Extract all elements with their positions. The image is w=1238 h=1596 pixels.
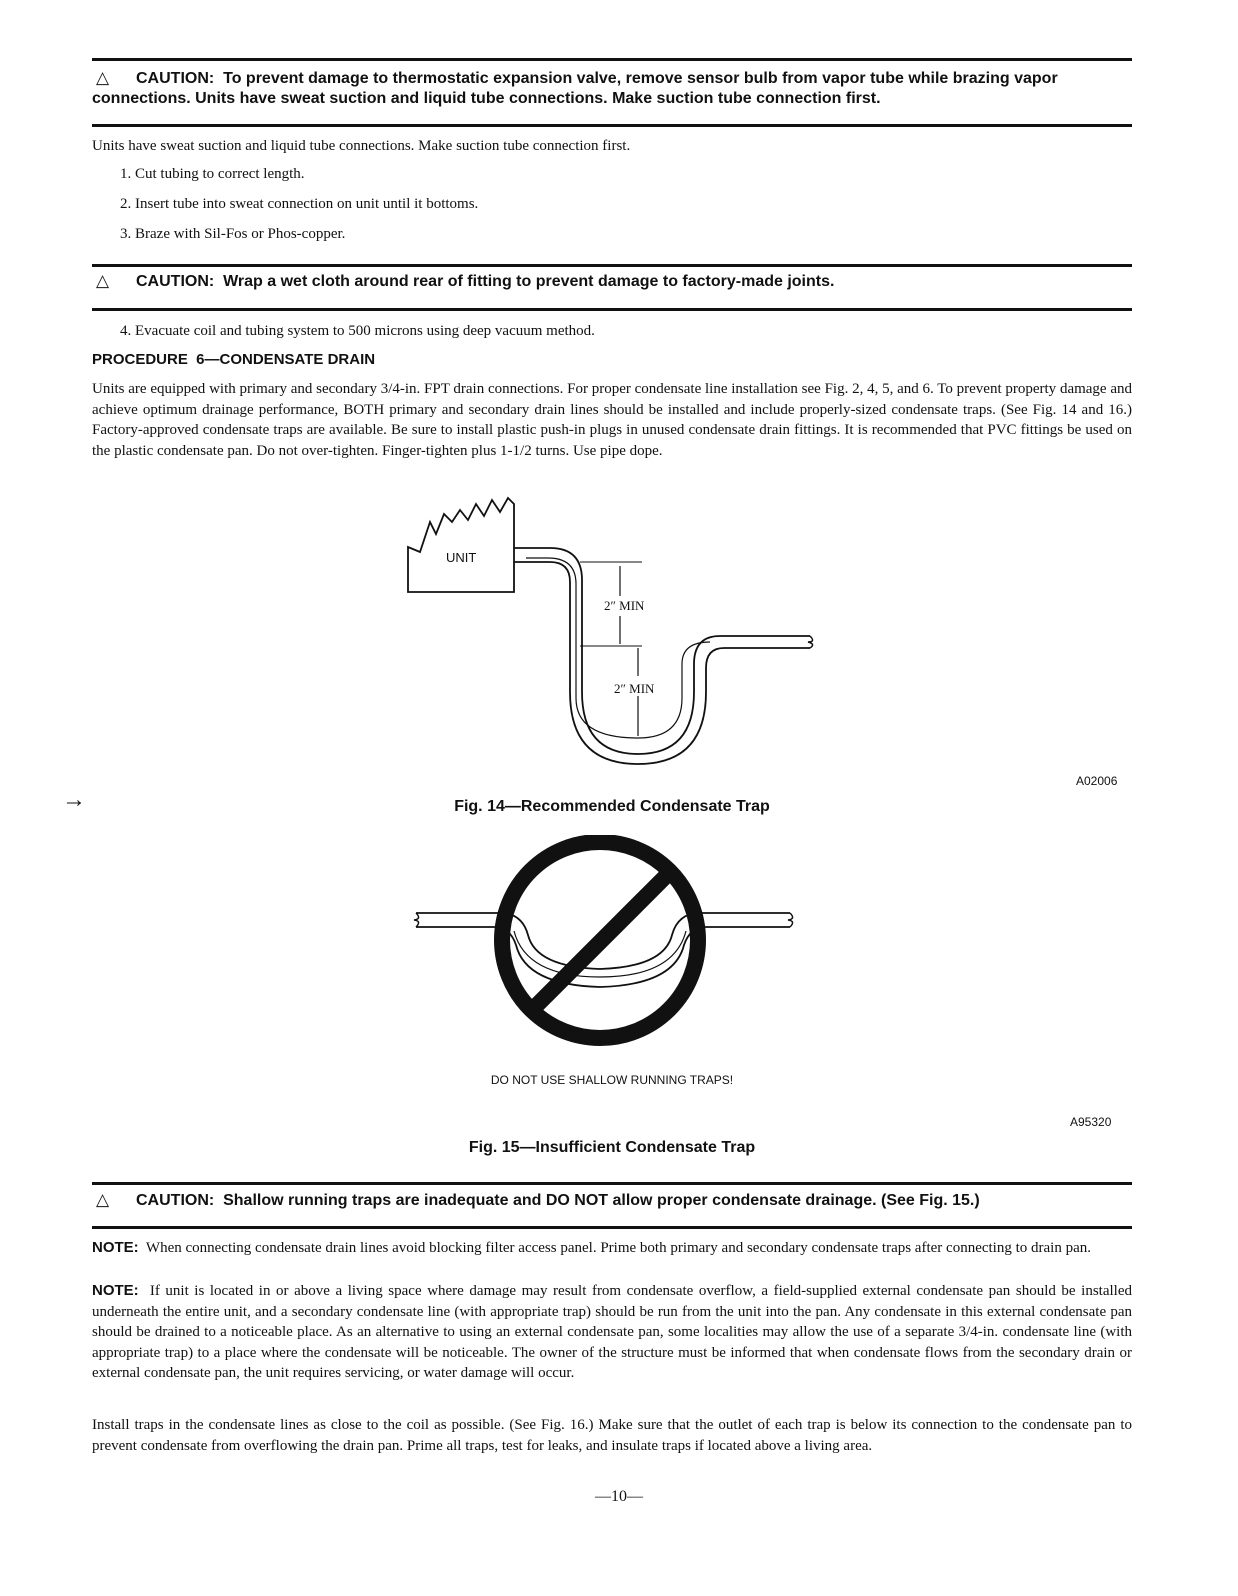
fig-14-diagram: [380, 492, 840, 782]
caution-1-text: To prevent damage to thermostatic expansion valve, remove sensor bulb from vapor tube while brazing vapor connections. Units have sweat suction and liquid tube connections. Make suction tube connection first.: [92, 70, 1058, 107]
caution-3-top-rule: [92, 1182, 1132, 1185]
procedure-text: Units are equipped with primary and secondary 3/4-in. FPT drain connections. For proper condensate line installation see Fig. 2, 4, 5, and 6. To prevent property damage and achieve optimum drainage performance, BOTH primary and secondary drain lines should be installed and include properly-sized condensate traps. (See Fig. 14 and 16.) Factory-approved condensate traps are available. Be sure to install plastic push-in plugs in unused condensate drain fittings. It is recommended that PVC fittings be used on the plastic condensate pan. Do not over-tighten. Finger-tighten plus 1-1/2 turns. Use pipe dope.: [92, 381, 1132, 459]
warning-triangle-icon: △: [96, 1190, 110, 1209]
caution-2-text: Wrap a wet cloth around rear of fitting to prevent damage to factory-made joints.: [223, 273, 835, 290]
pipe-break: [808, 636, 813, 648]
unit-outline: [408, 498, 514, 592]
caution-3-bottom-rule: [92, 1226, 1132, 1229]
note-1-label: NOTE:: [92, 1239, 139, 1256]
step-1: 1. Cut tubing to correct length.: [120, 166, 305, 182]
fig-14-code: A02006: [1076, 774, 1118, 788]
step-2: 2. Insert tube into sweat connection on unit until it bottoms.: [120, 196, 479, 212]
note-1: [92, 1238, 1132, 1259]
note-2: [92, 1281, 1132, 1384]
right-pipe-break: [788, 913, 793, 927]
caution-2-label: CAUTION:: [136, 273, 215, 290]
caution-1-top-rule: [92, 58, 1132, 61]
caution-3-text: Shallow running traps are inadequate and DO NOT allow proper condensate drainage. (See Fig. 15.): [223, 1192, 980, 1209]
note-2-text: If unit is located in or above a living space where damage may result from condensate overflow, a field-supplied external condensate pan should be installed underneath the entire unit, and a secondary condensate line (with appropriate trap) should be run from the unit into the pan. Any condensate in this external condensate pan should be drained to a noticeable place. As an alternative to using an external condensate pan, some localities may allow the use of a separate 3/4-in. condensate line (with appropriate trap) to a place where the condensate will be noticeable. The owner of the structure must be informed that when condensate flows from the secondary drain or external condensate pan, the unit requires servicing, or water damage will occur.: [92, 1283, 1132, 1381]
caution-2-top-rule: [92, 264, 1132, 267]
caution-1: [92, 68, 1132, 109]
fig-15-caption: Fig. 15—Insufficient Condensate Trap: [468, 1139, 756, 1156]
caution-3: [92, 1190, 1132, 1211]
final-paragraph: Install traps in the condensate lines as close to the coil as possible. (See Fig. 16.) Make sure that the outlet of each trap is below its connection to the condensate pan to prevent condensate from overflowing the drain pan. Prime all traps, test for leaks, and insulate traps if located above a living area.: [92, 1417, 1132, 1454]
note-1-text: When connecting condensate drain lines avoid blocking filter access panel. Prime both primary and secondary condensate traps after connecting to drain pan.: [145, 1240, 1091, 1256]
caution-2: [92, 271, 1132, 292]
prohibition-slash: [531, 871, 671, 1011]
caution-2-bottom-rule: [92, 308, 1132, 311]
trap-inner-wall: [526, 558, 710, 738]
fig-15-warning: DO NOT USE SHALLOW RUNNING TRAPS!: [490, 1073, 734, 1087]
page-number: —10—: [595, 1488, 643, 1505]
warning-triangle-icon: △: [96, 271, 110, 290]
fig-14-caption: Fig. 14—Recommended Condensate Trap: [454, 798, 770, 815]
dim-upper-label: 2″ MIN: [604, 598, 645, 613]
step-3: 3. Braze with Sil-Fos or Phos-copper.: [120, 226, 346, 242]
procedure-heading: PROCEDURE 6—CONDENSATE DRAIN: [92, 351, 376, 368]
trap-outer-wall: [514, 548, 810, 754]
fig-15-diagram: [410, 835, 800, 1065]
caution-1-bottom-rule: [92, 124, 1132, 127]
caution-1-label: CAUTION:: [136, 70, 215, 87]
margin-arrow-icon: →: [62, 786, 86, 813]
note-2-label: NOTE:: [92, 1282, 139, 1299]
caution-3-label: CAUTION:: [136, 1192, 215, 1209]
step-4: 4. Evacuate coil and tubing system to 500 microns using deep vacuum method.: [120, 323, 595, 339]
left-pipe-break: [414, 913, 419, 927]
dim-lower-label: 2″ MIN: [614, 681, 655, 696]
unit-label: UNIT: [446, 550, 477, 565]
intro-text: Units have sweat suction and liquid tube connections. Make suction tube connection first.: [92, 138, 631, 154]
warning-triangle-icon: △: [96, 68, 110, 87]
fig-15-code: A95320: [1070, 1115, 1112, 1129]
